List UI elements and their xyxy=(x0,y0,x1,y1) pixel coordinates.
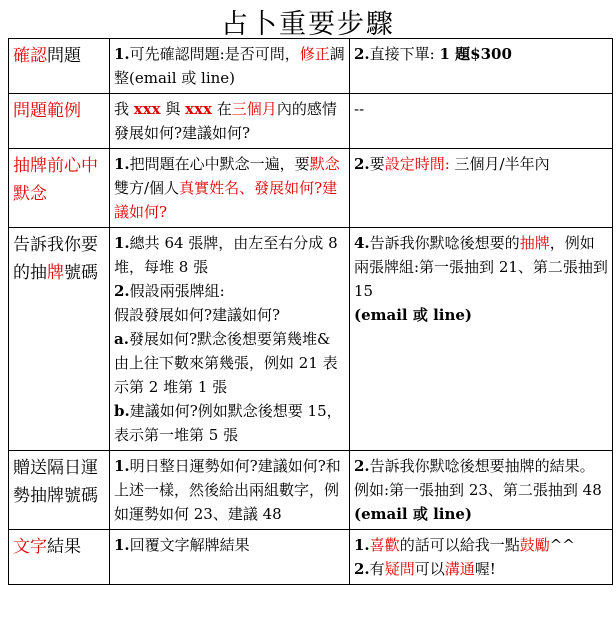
cell-text: 回覆文字解牌結果 xyxy=(129,536,250,554)
cell-text: 總共 64 張牌，由左至右分成 8 堆，每堆 8 張 xyxy=(114,234,338,276)
row-step-cell xyxy=(350,94,613,149)
cell-text: 可先確認問題:是否可問， xyxy=(129,45,300,63)
cell-text: 1. xyxy=(114,234,130,252)
cell-text: 與 xyxy=(160,100,186,118)
cell-text: -- xyxy=(354,100,365,118)
cell-text: 溝通 xyxy=(444,560,475,578)
cell-text: b. xyxy=(114,402,130,420)
row-step-cell xyxy=(110,39,350,94)
cell-text: 明日整日運勢如何?建議如何?和上述一樣，然後給出兩組數字，例如運勢如何 23、建議 48 xyxy=(114,457,341,523)
cell-text: 1 題$300 xyxy=(439,45,512,63)
cut-off-footer xyxy=(0,624,616,644)
cell-text: xxx xyxy=(133,100,161,118)
row-step-cell xyxy=(350,451,613,530)
steps-table-body xyxy=(9,39,613,585)
cell-text: 在 xyxy=(212,100,232,118)
cell-text: 設定時間: xyxy=(384,155,450,173)
row-label-cell xyxy=(9,149,110,228)
cell-text: 抽牌 xyxy=(519,234,550,252)
row-step-cell xyxy=(350,228,613,451)
row-label-cell xyxy=(9,451,110,530)
row-step-cell xyxy=(110,228,350,451)
row-step-cell xyxy=(110,530,350,585)
cell-text: 假設兩張牌組: xyxy=(129,282,225,300)
cell-text: 2. xyxy=(354,45,370,63)
cell-text: 可以 xyxy=(414,560,445,578)
cell-text: (email 或 line) xyxy=(354,306,473,324)
cell-text: 三個月/半年內 xyxy=(449,155,550,173)
cell-text: 1. xyxy=(114,536,130,554)
row-step-cell xyxy=(110,149,350,228)
row-label-cell xyxy=(9,530,110,585)
cell-text: a. xyxy=(114,330,129,348)
cell-text: 直接下單: xyxy=(369,45,440,63)
cell-text: 告訴我你默唸後想要的 xyxy=(369,234,520,252)
table-row xyxy=(9,94,613,149)
cell-text: ，例如兩張牌組:第一張抽到 21、第二張抽到 15 xyxy=(354,234,608,300)
cell-text: 告訴我你要的抽 xyxy=(13,235,98,283)
cell-text: 確認 xyxy=(13,46,47,66)
cell-text: 默念 xyxy=(309,155,340,173)
table-row xyxy=(9,530,613,585)
cell-text: 建議如何?例如默念後想要 15，表示第一堆第 5 張 xyxy=(114,402,342,444)
cell-text: 2. xyxy=(354,560,370,578)
cell-text: ^^ xyxy=(549,536,575,554)
cell-text: 把問題在心中默念一遍，要 xyxy=(129,155,310,173)
cell-text: 1. xyxy=(114,457,130,475)
row-label-cell xyxy=(9,39,110,94)
cell-text: 修正 xyxy=(299,45,330,63)
cell-text: 內的感情發展如何?建議如何? xyxy=(114,100,337,142)
page-title: 占卜重要步驟 xyxy=(221,9,395,40)
row-step-cell xyxy=(350,530,613,585)
cell-text: 我 xyxy=(114,100,134,118)
cell-text: 要 xyxy=(369,155,385,173)
row-step-cell xyxy=(110,94,350,149)
cell-text: 牌 xyxy=(47,263,64,283)
row-step-cell xyxy=(350,39,613,94)
cell-text: 1. xyxy=(354,536,370,554)
row-label-cell xyxy=(9,94,110,149)
cell-text: 的話可以給我一點 xyxy=(399,536,520,554)
cell-text: (email 或 line) xyxy=(354,505,473,523)
cell-text: 鼓勵 xyxy=(519,536,550,554)
row-label-cell xyxy=(9,228,110,451)
cell-text: 有 xyxy=(369,560,385,578)
cell-text: 贈送隔日運勢抽牌號碼 xyxy=(13,458,98,506)
table-row xyxy=(9,451,613,530)
cell-text: 喔! xyxy=(474,560,496,578)
steps-table xyxy=(8,38,613,585)
cell-text: 告訴我你默唸後想要抽牌的結果。例如:第一張抽到 23、第二張抽到 48 xyxy=(354,457,602,499)
table-row xyxy=(9,39,613,94)
cell-text: 號碼 xyxy=(64,263,98,283)
cell-text: 雙方/個人 xyxy=(114,179,180,197)
cell-text: 疑問 xyxy=(384,560,415,578)
table-row xyxy=(9,228,613,451)
cell-text: 4. xyxy=(354,234,370,252)
cell-text: 抽牌前心中默念 xyxy=(13,156,98,204)
cell-text: 2. xyxy=(354,457,370,475)
cell-text: xxx xyxy=(185,100,213,118)
cell-text: 假設發展如何?建議如何? xyxy=(114,306,281,324)
cell-text: 結果 xyxy=(47,537,81,557)
cell-text: 1. xyxy=(114,45,130,63)
row-step-cell xyxy=(110,451,350,530)
cell-text: 問題 xyxy=(47,46,81,66)
cell-text: 問題範例 xyxy=(13,101,81,121)
cell-text: 2. xyxy=(114,282,130,300)
cell-text: 2. xyxy=(354,155,370,173)
cell-text: 真實姓名、發展如何?建議如何? xyxy=(114,179,338,221)
cell-text: 文字 xyxy=(13,537,47,557)
cell-text: 發展如何?默念後想要第幾堆&由上往下數來第幾張，例如 21 表示第 2 堆第 1 張 xyxy=(114,330,338,396)
cell-text: 調整(email 或 line) xyxy=(114,45,345,87)
cell-text: 1. xyxy=(114,155,130,173)
cell-text: 喜歡 xyxy=(369,536,400,554)
row-step-cell xyxy=(350,149,613,228)
cell-text: 三個月 xyxy=(231,100,277,118)
table-row xyxy=(9,149,613,228)
